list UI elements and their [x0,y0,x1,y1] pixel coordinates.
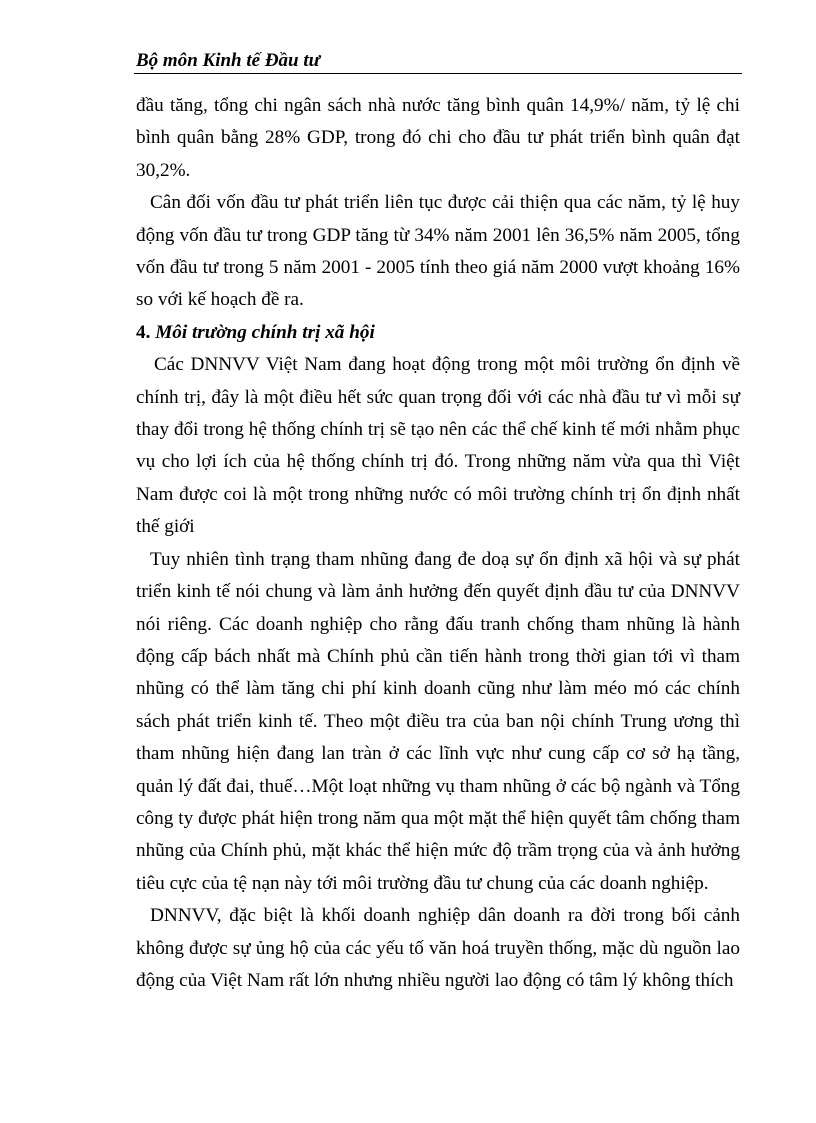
section-heading [136,317,740,349]
paragraph-political-environment: Các DNNVV Việt Nam đang hoạt động trong một môi trường ổn định về chính trị, đây là một điều hết sức quan trọng đối với các nhà đầu tư vì mỗi sự thay đổi trong hệ thống chính trị sẽ tạo nên các thể chế kinh tế mới nhằm phục vụ cho lợi ích của hệ thống chính trị đó. Trong những năm vừa qua thì Việt Nam được coi là một trong những nước có môi trường chính trị ổn định nhất thế giới [136,354,740,538]
page-header: Bộ môn Kinh tế Đầu tư [136,50,321,71]
section-title: Môi trường chính trị xã hội [155,321,375,343]
document-body [136,90,740,997]
header-rule [134,73,742,74]
section-number: 4. [136,321,151,343]
paragraph-budget: đầu tăng, tổng chi ngân sách nhà nước tăng bình quân 14,9%/ năm, tỷ lệ chi bình quân bằng 28% GDP, trong đó chi cho đầu tư phát triển bình quân đạt 30,2%. [136,95,740,181]
paragraph-investment-balance: Cân đối vốn đầu tư phát triển liên tục được cải thiện qua các năm, tỷ lệ huy động vốn đầu tư trong GDP tăng từ 34% năm 2001 lên 36,5% năm 2005, tổng vốn đầu tư trong 5 năm 2001 - 2005 tính theo giá năm 2000 vượt khoảng 16% so với kế hoạch đề ra. [136,192,740,311]
paragraph-culture: DNNVV, đặc biệt là khối doanh nghiệp dân doanh ra đời trong bối cảnh không được sự ủng hộ của các yếu tố văn hoá truyền thống, mặc dù nguồn lao động của Việt Nam rất lớn nhưng nhiều người lao động có tâm lý không thích [136,905,740,991]
paragraph-corruption: Tuy nhiên tình trạng tham nhũng đang đe doạ sự ổn định xã hội và sự phát triển kinh tế nói chung và làm ảnh hưởng đến quyết định đầu tư của DNNVV nói riêng. Các doanh nghiệp cho rằng đấu tranh chống tham nhũng là hành động cấp bách nhất mà Chính phủ cần tiến hành trong thời gian tới vì tham nhũng có thể làm tăng chi phí kinh doanh cũng như làm méo mó các chính sách phát triển kinh tế. Theo một điều tra của ban nội chính Trung ương thì tham nhũng hiện đang lan tràn ở các lĩnh vực như cung cấp cơ sở hạ tầng, quản lý đất đai, thuế…Một loạt những vụ tham nhũng ở các bộ ngành và Tổng công ty được phát hiện trong năm qua một mặt thể hiện quyết tâm chống tham nhũng của Chính phủ, mặt khác thể hiện mức độ trầm trọng của và ảnh hưởng tiêu cực của tệ nạn này tới môi trường đầu tư chung của các doanh nghiệp. [136,548,740,894]
